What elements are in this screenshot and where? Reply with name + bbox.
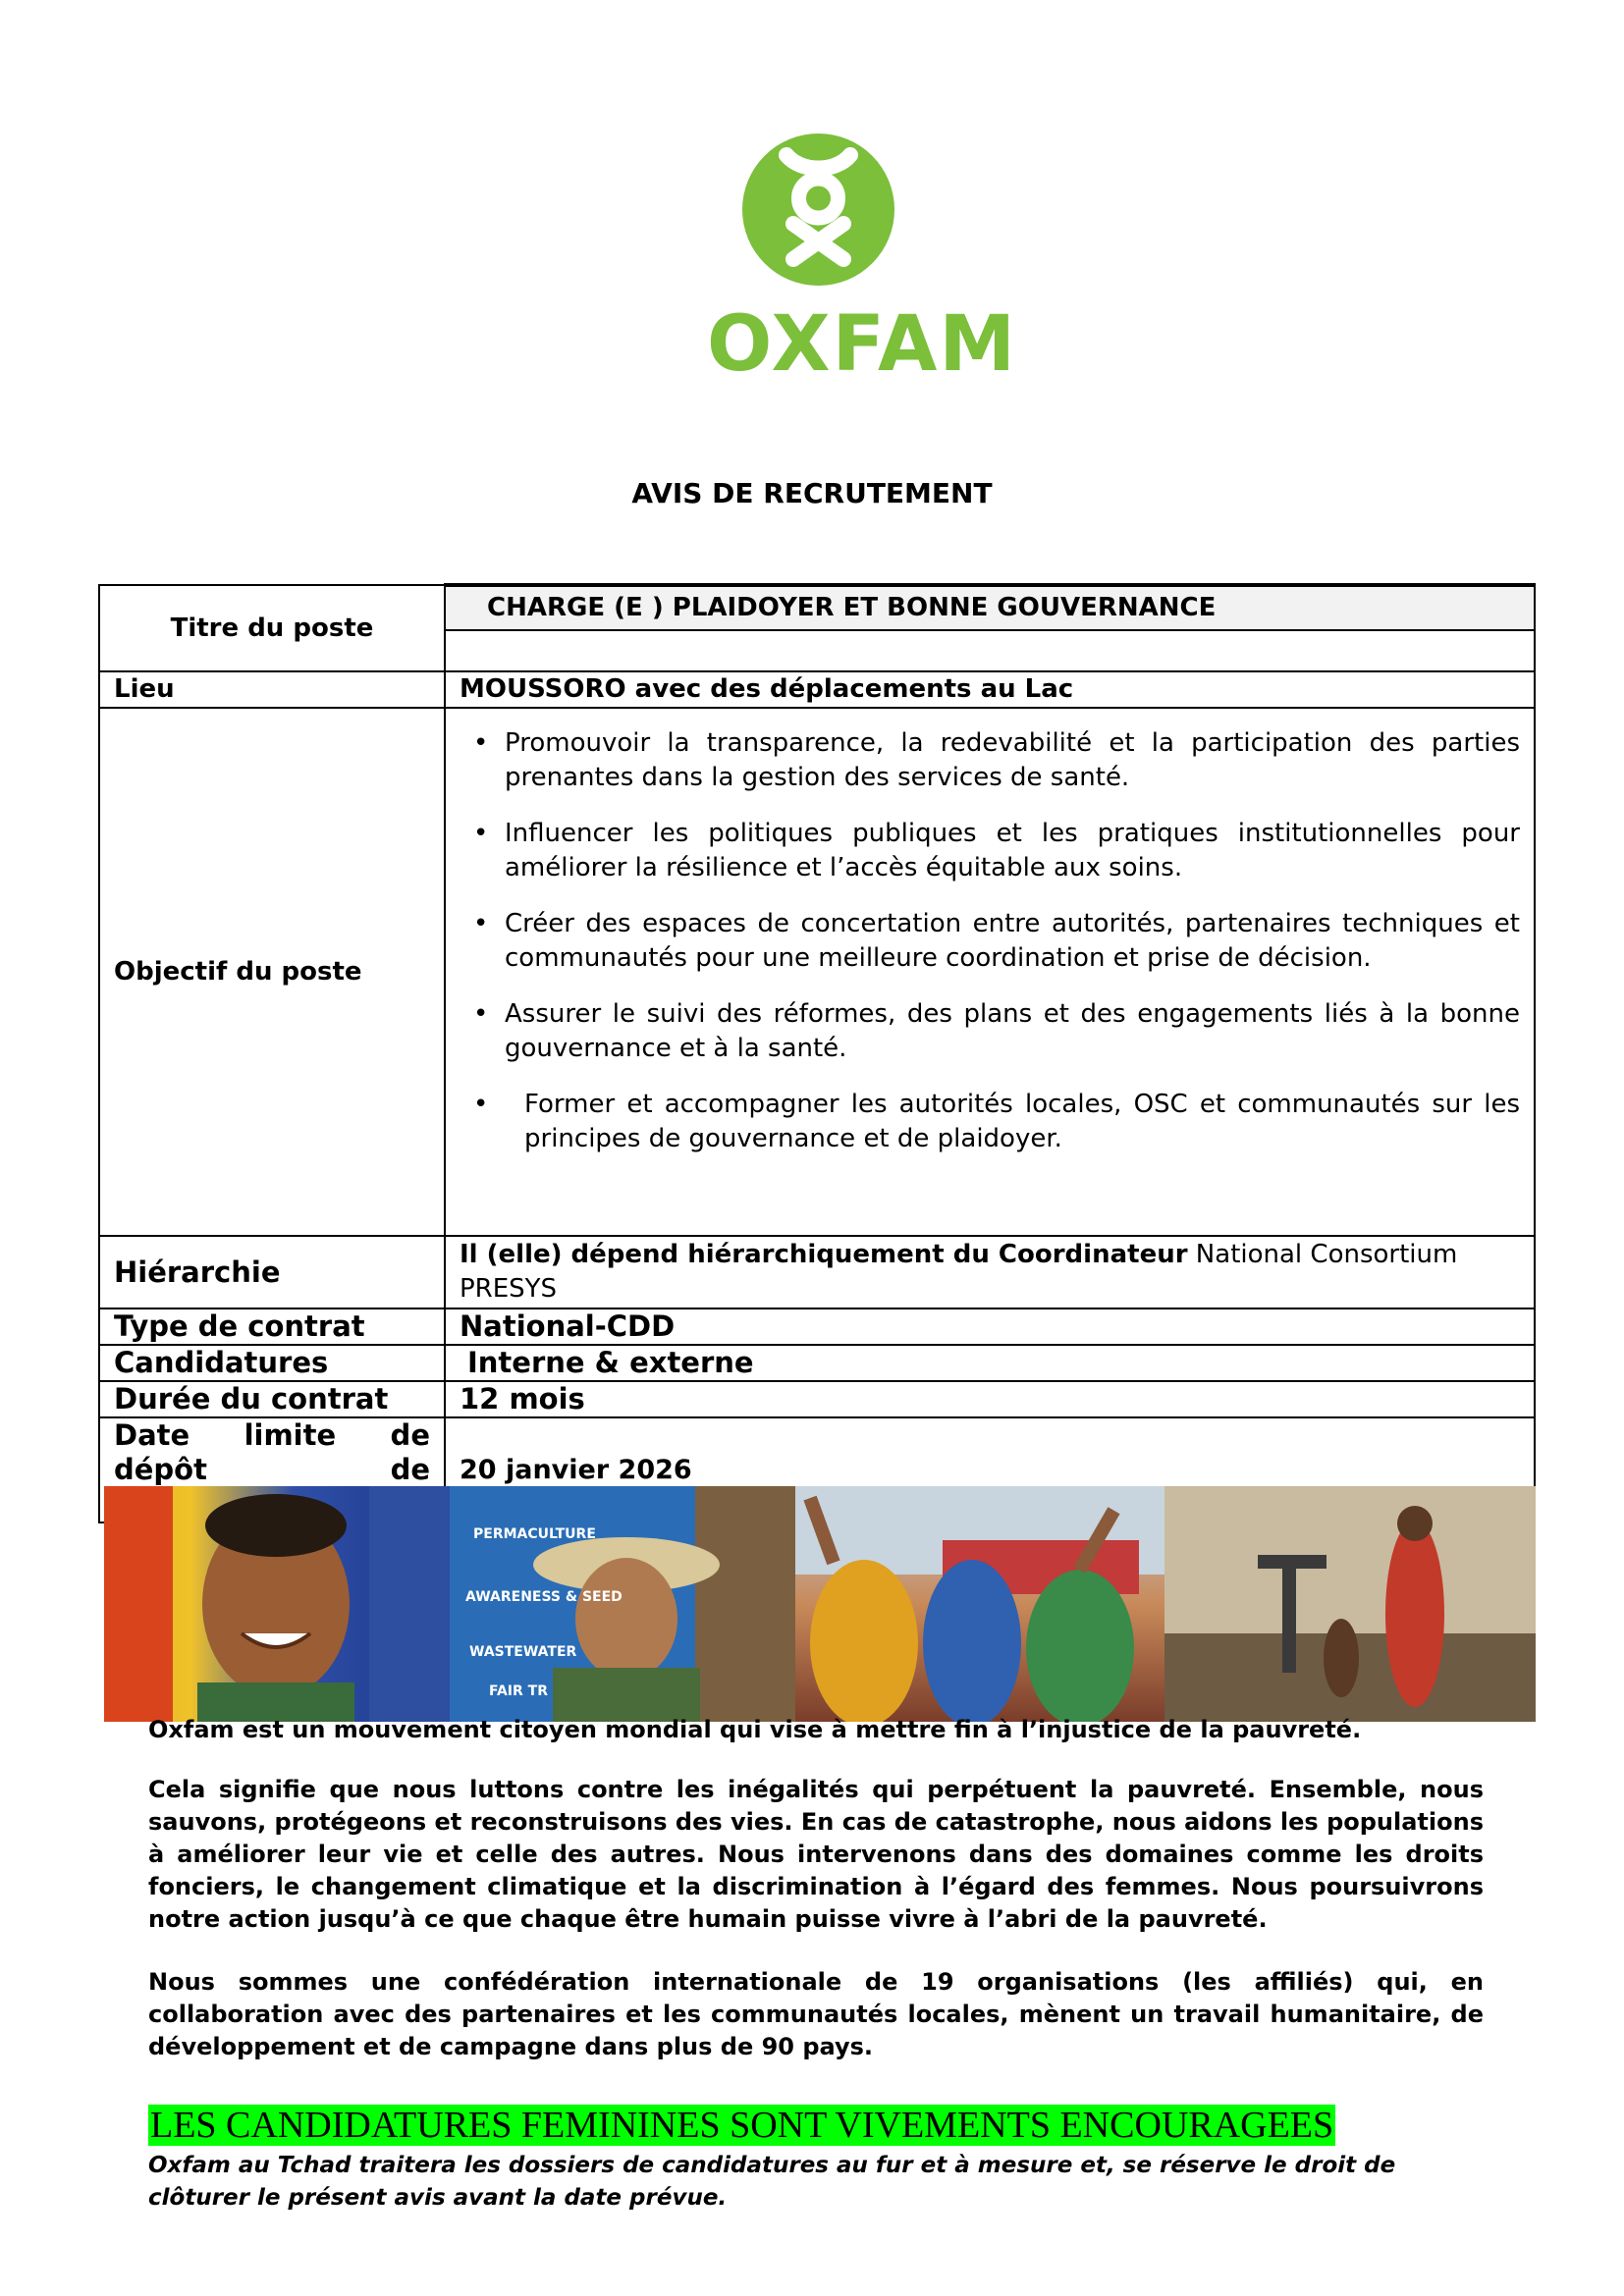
sign-text: FAIR TR	[489, 1683, 548, 1699]
oxfam-wordmark: OXFAM	[707, 300, 1017, 389]
candidatures-label: Candidatures	[99, 1345, 445, 1381]
encouragement-highlight: LES CANDIDATURES FEMININES SONT VIVEMENTS ENCOURAGEES	[150, 2105, 1334, 2146]
sign-text: PERMACULTURE	[473, 1526, 596, 1542]
photo-woman-with-hat	[450, 1486, 795, 1722]
titre-label: Titre du poste	[99, 585, 445, 671]
titre-empty-cell	[445, 630, 1535, 671]
document-title: AVIS DE RECRUTEMENT	[631, 477, 993, 509]
objectif-list	[460, 709, 1520, 1174]
hierarchie-label: Hiérarchie	[99, 1236, 445, 1308]
lieu-value: MOUSSORO avec des déplacements au Lac	[445, 671, 1535, 708]
sign-text: AWARENESS & SEED	[465, 1589, 623, 1605]
sign-text: WASTEWATER	[469, 1644, 577, 1660]
objectif-item: • Assurer le suivi des réformes, des plans et des engagements liés à la bonne gouvernance et à la santé.	[473, 999, 1520, 1063]
objectif-value	[445, 708, 1535, 1236]
oxfam-logo	[707, 133, 1017, 389]
photo-smiling-man	[104, 1486, 450, 1722]
objectif-item: • Créer des espaces de concertation entre autorités, partenaires techniques et communautés pour une meilleure coordination et prise de décision.	[473, 909, 1520, 973]
candidatures-value: Interne & externe	[445, 1345, 1535, 1381]
objectif-label: Objectif du poste	[99, 708, 445, 1236]
titre-value: CHARGE (E ) PLAIDOYER ET BONNE GOUVERNANCE	[445, 585, 1535, 630]
mission-paragraph: Cela signifie que nous luttons contre les inégalités qui perpétuent la pauvreté. Ensemble, nous sauvons, protégeons et reconstruisons des vies. En cas de catastrophe, nous aidons les populations à améliorer leur vie et celle des autres. Nous intervenons dans des domaines comme les droits fonciers, le changement climatique et la discrimination à l’égard des femmes. Nous poursuivrons notre action jusqu’à ce que chaque être humain puisse vivre à l’abri de la pauvreté.	[148, 1776, 1484, 1933]
intro-paragraph: Oxfam est un mouvement citoyen mondial qui vise à mettre fin à l’injustice de la pauvreté.	[148, 1716, 1362, 1743]
photo-women-protest	[795, 1486, 1164, 1722]
closing-note: Oxfam au Tchad traitera les dossiers de candidatures au fur et à mesure et, se réserve le droit de clôturer le présent avis avant la date prévue.	[148, 2153, 1396, 2211]
type-contrat-value: National-CDD	[445, 1308, 1535, 1345]
photo-woman-water-pump	[1164, 1486, 1536, 1722]
date-limite-value: 20 janvier 2026	[445, 1417, 1535, 1522]
hierarchie-value: Il (elle) dépend hiérarchiquement du Coordinateur National Consortium PRESYS	[445, 1236, 1535, 1308]
duree-label: Durée du contrat	[99, 1381, 445, 1417]
photo-strip	[104, 1486, 1536, 1722]
duree-value: 12 mois	[445, 1381, 1535, 1417]
oxfam-logo-icon	[742, 133, 894, 286]
lieu-label: Lieu	[99, 671, 445, 708]
confederation-paragraph: Nous sommes une confédération internationale de 19 organisations (les affiliés) qui, en collaboration avec des partenaires et les communautés locales, mènent un travail humanitaire, de développement et de campagne dans plus de 90 pays.	[148, 1968, 1484, 2060]
type-contrat-label: Type de contrat	[99, 1308, 445, 1345]
objectif-item: • Influencer les politiques publiques et les pratiques institutionnelles pour améliorer la résilience et l’accès équitable aux soins.	[473, 819, 1520, 882]
job-details-table	[98, 583, 1536, 1523]
objectif-item: • Promouvoir la transparence, la redevabilité et la participation des parties prenantes dans la gestion des services de santé.	[473, 728, 1520, 792]
objectif-item: • Former et accompagner les autorités locales, OSC et communautés sur les principes de gouvernance et de plaidoyer.	[473, 1090, 1520, 1153]
date-limite-label: Date limite de dépôt de	[99, 1417, 445, 1522]
